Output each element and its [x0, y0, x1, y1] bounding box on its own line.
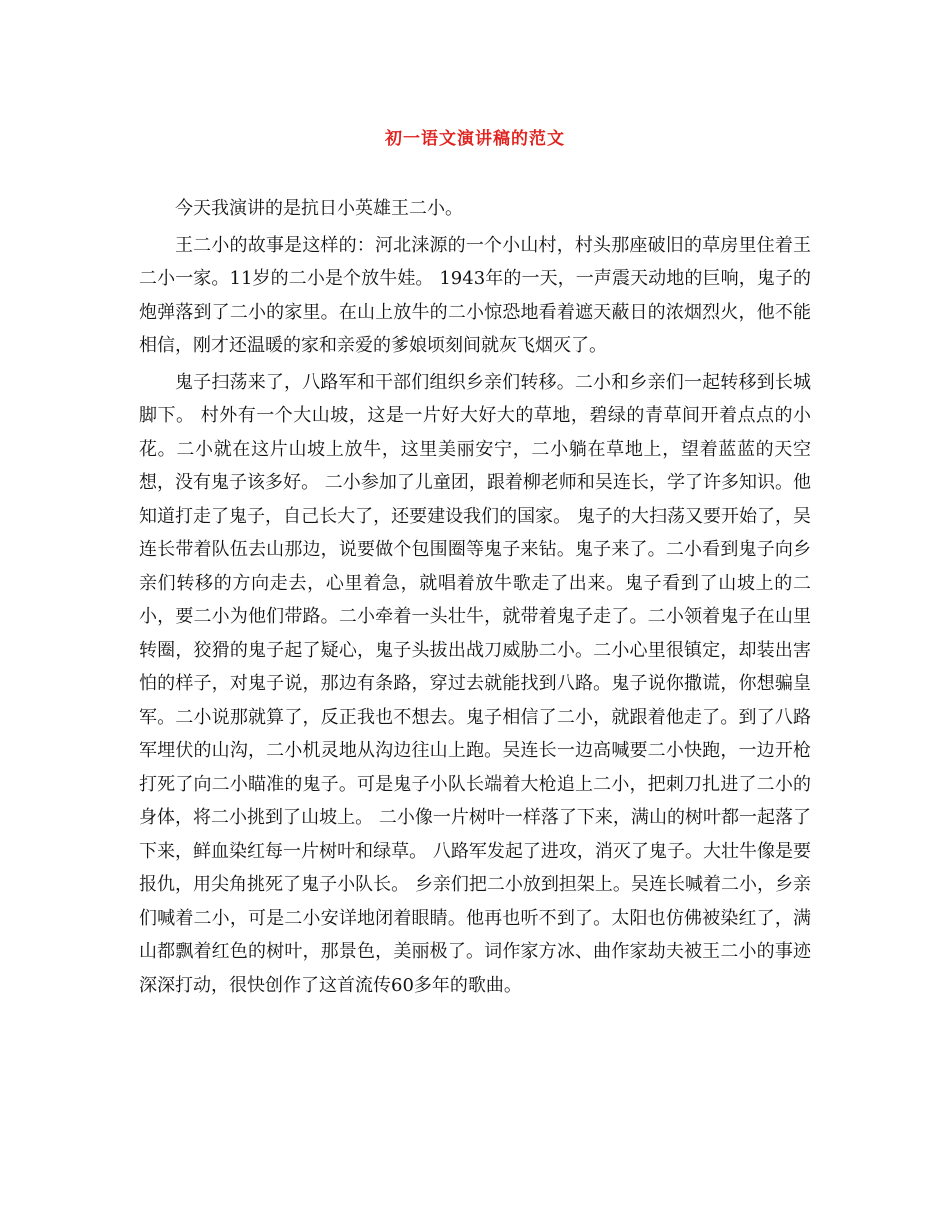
paragraph-story-background: 王二小的故事是这样的：河北涞源的一个小山村，村头那座破旧的草房里住着王二小一家。11岁的二小是个放牛娃。 1943年的一天，一声震天动地的巨响，鬼子的炮弹落到了二小的家里。在山上放牛的二小惊恐地看着遮天蔽日的浓烟烈火，他不能相信，刚才还温暖的家和亲爱的爹娘顷刻间就灰飞烟灭了。	[139, 234, 811, 356]
document-body	[139, 192, 811, 1005]
paragraph-intro: 今天我演讲的是抗日小英雄王二小。	[175, 198, 463, 219]
paragraph-story-main: 鬼子扫荡来了，八路军和干部们组织乡亲们转移。二小和乡亲们一起转移到长城脚下。 村外有一个大山坡，这是一片好大好大的草地，碧绿的青草间开着点点的小花。二小就在这片山坡上放牛，这里美丽安宁，二小躺在草地上，望着蓝蓝的天空想，没有鬼子该多好。 二小参加了儿童团，跟着柳老师和吴连长，学了许多知识。他知道打走了鬼子，自己长大了，还要建设我们的国家。 鬼子的大扫荡又要开始了，吴连长带着队伍去山那边，说要做个包围圈等鬼子来钻。鬼子来了。二小看到鬼子向乡亲们转移的方向走去，心里着急，就唱着放牛歌走了出来。鬼子看到了山坡上的二小，要二小为他们带路。二小牵着一头壮牛，就带着鬼子走了。二小领着鬼子在山里转圈，狡猾的鬼子起了疑心，鬼子头拔出战刀威胁二小。二小心里很镇定，却装出害怕的样子，对鬼子说，那边有条路，穿过去就能找到八路。鬼子说你撒谎，你想骗皇军。二小说那就算了，反正我也不想去。鬼子相信了二小，就跟着他走了。到了八路军埋伏的山沟，二小机灵地从沟边往山上跑。吴连长一边高喊要二小快跑，一边开枪打死了向二小瞄准的鬼子。可是鬼子小队长端着大枪追上二小，把刺刀扎进了二小的身体，将二小挑到了山坡上。 二小像一片树叶一样落了下来，满山的树叶都一起落了下来，鲜血染红每一片树叶和绿草。 八路军发起了进攻，消灭了鬼子。大壮牛像是要报仇，用尖角挑死了鬼子小队长。 乡亲们把二小放到担架上。吴连长喊着二小，乡亲们喊着二小，可是二小安详地闭着眼睛。他再也听不到了。太阳也仿佛被染红了，满山都飘着红色的树叶，那景色，美丽极了。词作家方冰、曲作家劫夫被王二小的事迹深深打动，很快创作了这首流传60多年的歌曲。	[139, 371, 811, 996]
document-title: 初一语文演讲稿的范文	[385, 129, 565, 149]
